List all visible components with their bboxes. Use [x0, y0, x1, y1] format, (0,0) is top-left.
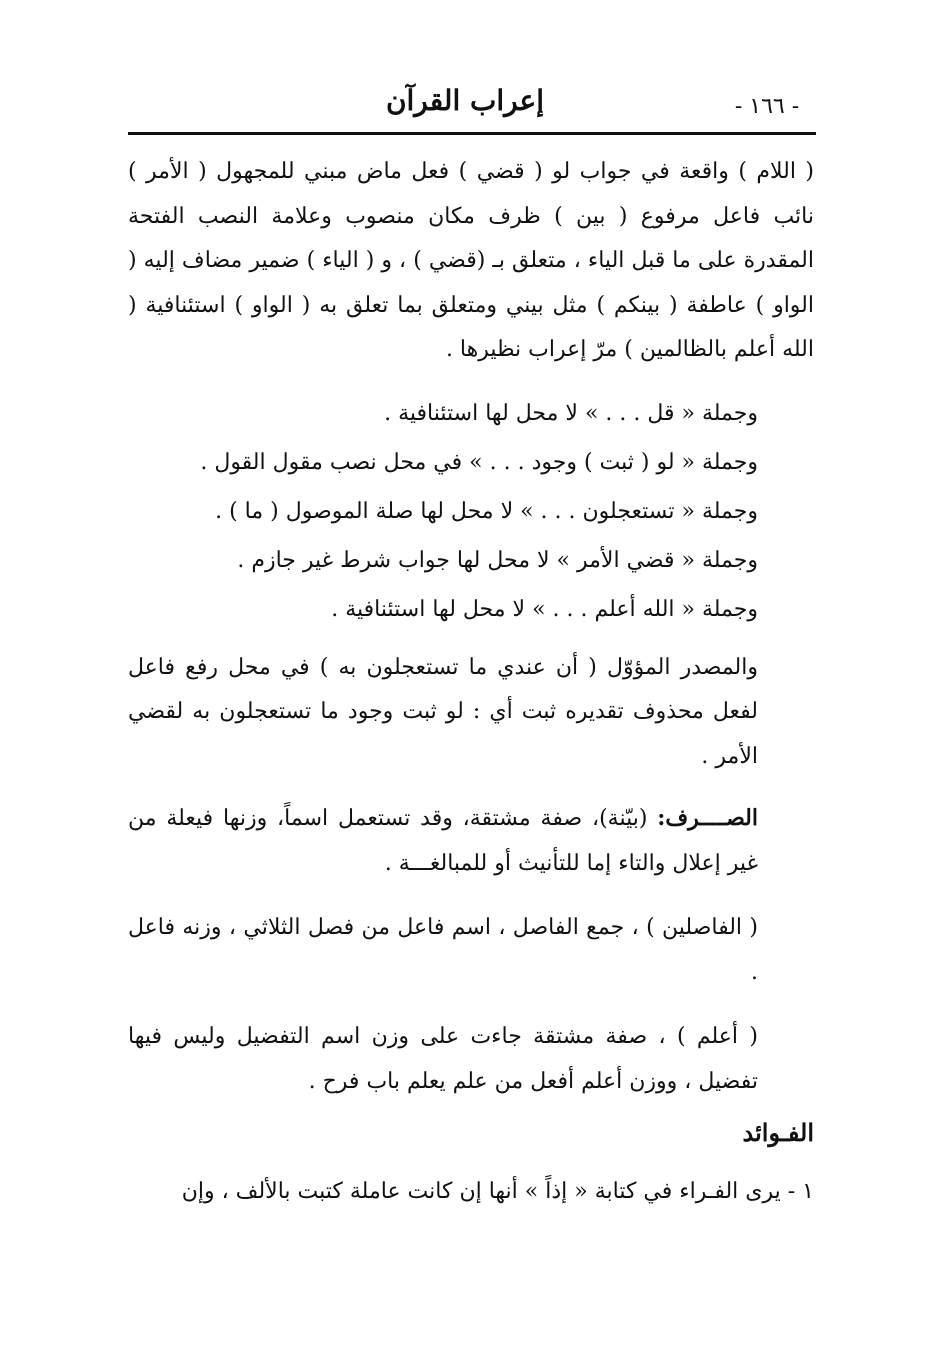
- sentence-list: [128, 389, 814, 634]
- fawaid-item-1: ١ - يرى الفـراء في كتابة « إذاً » أنها إن كانت عاملة كتبت بالألف ، وإن: [181, 1179, 814, 1204]
- header-rule: [128, 132, 816, 135]
- sentence-item: وجملة « قضي الأمر » لا محل لها جواب شرط غير جازم .: [237, 547, 758, 573]
- fasilin-paragraph: ( الفاصلين ) ، جمع الفاصل ، اسم فاعل من فصل الثلاثي ، وزنه فاعل .: [128, 915, 758, 985]
- sentence-item: وجملة « لو ( ثبت ) وجود . . . » في محل نصب مقول القول .: [200, 449, 758, 475]
- fawaid-heading: الفـوائد: [742, 1118, 814, 1147]
- page-header: [0, 0, 925, 140]
- sarf-paragraph: [128, 796, 814, 886]
- sentence-item: وجملة « تستعجلون . . . » لا محل لها صلة الموصول ( ما ) .: [215, 498, 758, 524]
- alam-paragraph: ( أعلم ) ، صفة مشتقة جاءت على وزن اسم التفضيل وليس فيها تفضيل ، ووزن أعلم أفعل من علم يعلم باب فرح .: [128, 1024, 758, 1094]
- masdar-paragraph: والمصدر المؤوّل ( أن عندي ما تستعجلون به ) في محل رفع فاعل لفعل محذوف تقديره ثبت أي : لو ثبت وجود ما تستعجلون به لقضي الأمر .: [128, 654, 758, 769]
- irab-paragraph: ( اللام ) واقعة في جواب لو ( قضي ) فعل ماض مبني للمجهول ( الأمر ) نائب فاعل مرفوع ( بين ) ظرف مكان منصوب وعلامة النصب الفتحة المقدرة على ما قبل الياء ، متعلق بـ (قضي ) ، و ( الياء ) ضمير مضاف إليه ( الواو ) عاطفة ( بينكم ) مثل بيني ومتعلق بما تعلق به ( الواو ) استئنافية ( الله أعلم بالظالمين ) مرّ إعراب نظيرها .: [128, 159, 814, 362]
- sentence-item: وجملة « الله أعلم . . . » لا محل لها استئنافية .: [331, 596, 758, 622]
- page-number: - ١٦٦ -: [734, 94, 800, 119]
- running-title: إعراب القرآن: [385, 84, 545, 117]
- sarf-text: (بيّنة)، صفة مشتقة، وقد تستعمل اسماً، وزنها فيعلة من غير إعلال والتاء إما للتأنيث أو للمبالغـــة .: [128, 806, 758, 876]
- page-body: [128, 150, 814, 1215]
- sentence-item: وجملة « قل . . . » لا محل لها استئنافية .: [384, 400, 758, 426]
- sarf-label: الصــــرف:: [657, 805, 758, 831]
